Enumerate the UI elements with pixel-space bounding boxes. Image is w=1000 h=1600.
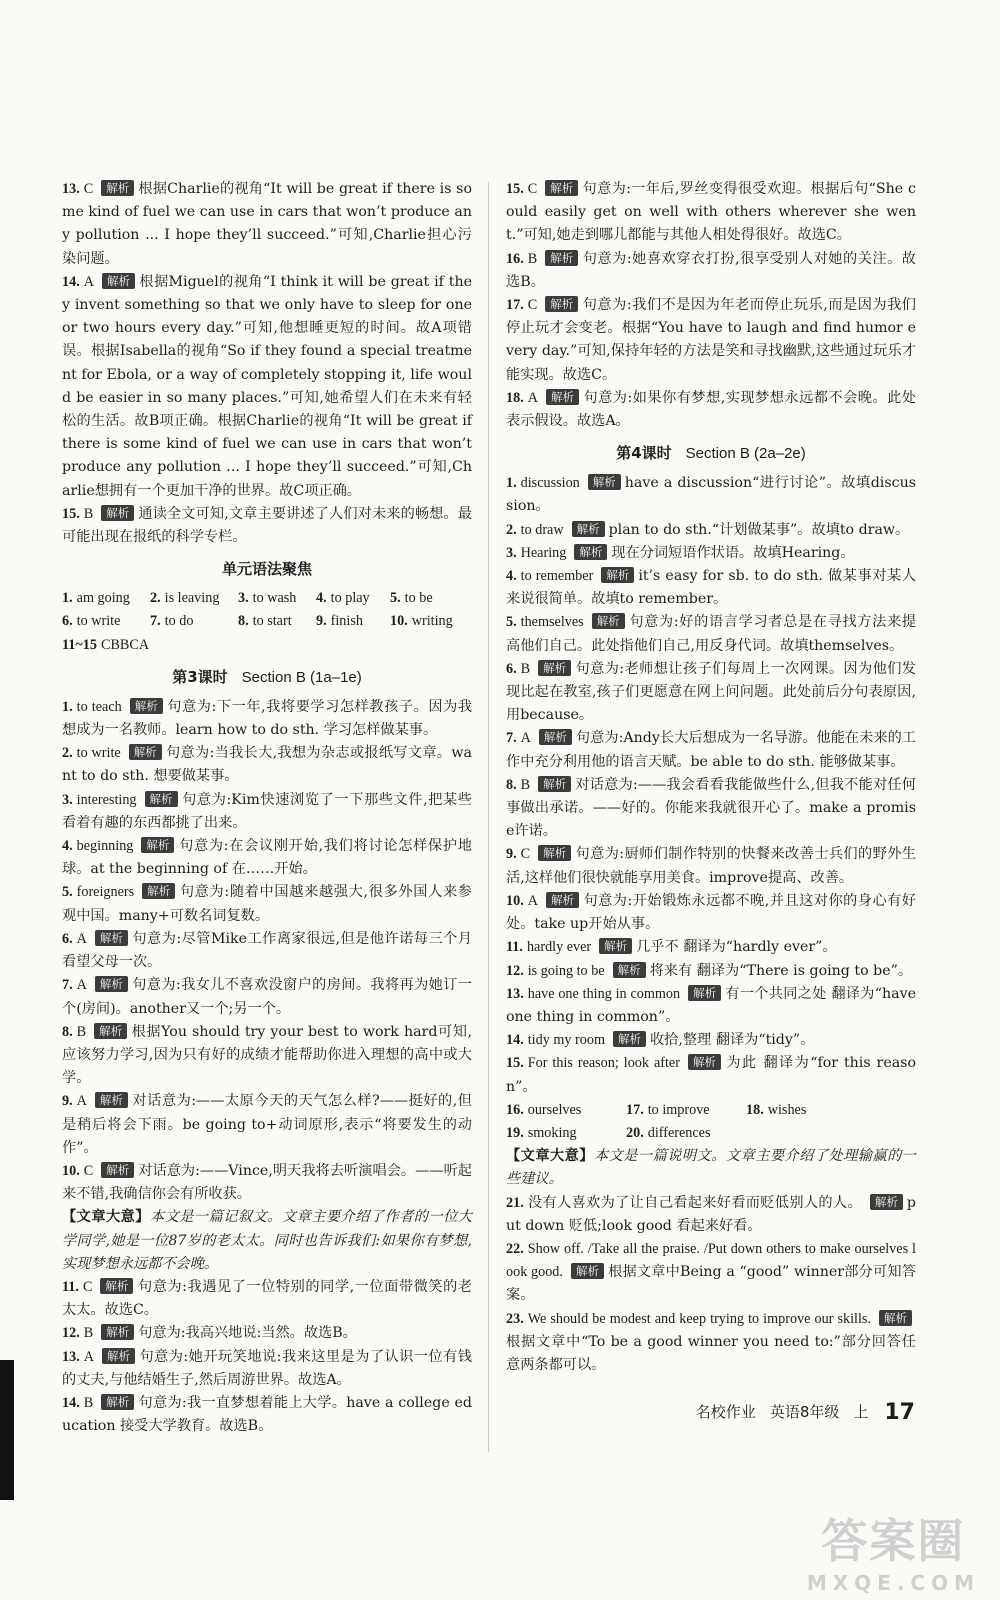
analysis-text: 通读全文可知,文章主要讲述了人们对未来的畅想。最可能出现在报纸的科学专栏。 — [62, 505, 472, 546]
analysis-tag: 解析 — [94, 1023, 127, 1039]
question-number: 11. — [506, 939, 523, 956]
analysis-text: 根据Charlie的视角“It will be great if there is some kind of fuel we can use in cars that won’t produce any pollution ... I hope they’ll succeed.”可知,Charlie担心污染问题。 — [62, 181, 472, 267]
answer-item — [506, 248, 916, 294]
short-answer — [62, 587, 150, 610]
abstract-text: 本文是一篇说明文。文章主要介绍了处理输赢的一些建议。 — [506, 1148, 916, 1188]
left-answers-part1 — [62, 178, 472, 549]
analysis-tag: 解析 — [870, 1194, 903, 1210]
analysis-text: 收拾,整理 翻译为“tidy”。 — [649, 1032, 815, 1049]
answer-value: differences — [647, 1124, 711, 1141]
answer-value: C — [527, 181, 538, 197]
question-number: 17. — [506, 297, 524, 314]
right-answers-part3 — [506, 1192, 916, 1378]
analysis-text: 为此 翻译为“for this reason”。 — [506, 1055, 916, 1095]
analysis-text: have a discussion“进行讨论”。故填discussion。 — [506, 475, 916, 515]
analysis-tag: 解析 — [546, 389, 579, 405]
analysis-tag: 解析 — [688, 1054, 721, 1070]
answer-value: 没有人喜欢为了让自己看起来好看而贬低别人的人。 — [527, 1194, 862, 1211]
analysis-tag: 解析 — [129, 744, 162, 760]
answer-value: C — [520, 846, 531, 863]
question-number: 14. — [62, 1394, 80, 1411]
answer-item — [506, 727, 916, 773]
answer-item — [506, 178, 916, 248]
question-number: 3. — [62, 791, 73, 808]
answer-item — [62, 881, 472, 927]
answer-item — [506, 519, 916, 542]
analysis-text: 根据文章中“To be a good winner you need to:”部分回答任意两条都可以。 — [506, 1333, 916, 1373]
abstract-text: 本文是一篇记叙文。文章主要介绍了作者的一位大学同学,她是一位87岁的老太太。同时也告诉我们:如果你有梦想,实现梦想永远都不会晚。 — [62, 1209, 472, 1272]
analysis-text: 句意为:如果你有梦想,实现梦想永远都不会晚。此处表示假设。故选A。 — [506, 389, 916, 430]
answer-item — [506, 542, 916, 565]
book-spine-shadow — [0, 1360, 14, 1500]
question-number: 6. — [506, 660, 517, 677]
answer-value: A — [76, 930, 87, 947]
analysis-tag: 解析 — [588, 474, 621, 490]
analysis-tag: 解析 — [101, 1394, 134, 1410]
question-number: 23. — [506, 1310, 524, 1327]
question-number: 3. — [238, 590, 249, 607]
answer-item — [506, 1308, 916, 1378]
analysis-text: 句意为:一年后,罗丝变得很受欢迎。根据后句“She could easily get on well with others wherever she went.”可知,她走到哪儿都能与其他人相处得很好。故选C。 — [506, 181, 916, 244]
answer-item — [62, 1322, 472, 1345]
short-answer — [238, 587, 316, 610]
answer-item — [506, 1192, 916, 1238]
question-number: 7. — [506, 730, 517, 747]
left-column — [62, 178, 472, 1438]
answer-item — [506, 960, 916, 983]
answer-value: For this reason; look after — [527, 1055, 680, 1072]
lesson4-section: Section B (2a–2e) — [685, 445, 806, 463]
analysis-tag: 解析 — [572, 521, 605, 537]
question-number: 1. — [62, 698, 73, 715]
answer-value: A — [527, 389, 538, 406]
answer-item — [62, 1346, 472, 1392]
short-answer — [626, 1099, 746, 1122]
analysis-text: 句意为:老师想让孩子们每周上一次网课。因为他们发现比起在教室,孩子们更愿意在网上问问题。此处前后分句表原因,用because。 — [506, 660, 916, 724]
question-number: 10. — [390, 613, 408, 630]
answer-item — [62, 696, 472, 742]
question-number: 4. — [506, 568, 517, 585]
question-number: 17. — [626, 1101, 644, 1118]
analysis-text: it’s easy for sb. to do sth. 做某事对某人来说很简单。故填to remember。 — [506, 568, 916, 608]
analysis-text: 几乎不 翻译为“hardly ever”。 — [636, 939, 837, 956]
answer-item — [62, 789, 472, 835]
analysis-text: 对话意为:——太原今天的天气怎么样?——挺好的,但是稍后将会下雨。be going to+动词原形,表示“将要发生的动作”。 — [62, 1093, 472, 1156]
answer-value: B — [76, 1023, 87, 1040]
question-number: 20. — [626, 1124, 644, 1141]
right-column — [506, 178, 916, 1377]
short-answer — [506, 1122, 626, 1145]
answer-value: A — [83, 1348, 94, 1365]
answer-item — [62, 835, 472, 881]
question-number: 2. — [150, 590, 161, 607]
answer-value: beginning — [76, 838, 134, 855]
question-number: 12. — [506, 962, 524, 979]
analysis-tag: 解析 — [539, 729, 572, 745]
question-number: 8. — [506, 776, 517, 793]
right-answers-part1 — [506, 178, 916, 433]
short-answer — [316, 587, 390, 610]
short-answer — [150, 587, 238, 610]
analysis-tag: 解析 — [95, 930, 128, 946]
analysis-tag: 解析 — [101, 1162, 134, 1178]
analysis-text: plan to do sth.“计划做某事”。故填to draw。 — [608, 521, 910, 538]
question-number: 19. — [506, 1124, 524, 1141]
answer-item — [62, 742, 472, 788]
answer-value: wishes — [767, 1101, 807, 1118]
answer-value: to do — [164, 613, 194, 630]
short-answer — [626, 1122, 916, 1145]
question-number: 11~15 — [62, 636, 97, 653]
analysis-text: put down 贬低;look good 看起来好看。 — [506, 1194, 916, 1234]
answer-item — [506, 658, 916, 728]
analysis-text: 对话意为:——Vince,明天我将去听演唱会。——听起来不错,我确信你会有所收获。 — [62, 1162, 472, 1203]
answer-value: Hearing — [520, 544, 567, 561]
answer-item — [506, 1029, 916, 1052]
short-answer — [390, 587, 472, 610]
analysis-text: 现在分词短语作状语。故填Hearing。 — [611, 544, 855, 561]
question-number: 16. — [506, 250, 524, 267]
left-abstract — [62, 1206, 472, 1276]
analysis-tag: 解析 — [95, 976, 128, 992]
answer-value: have one thing in common — [527, 985, 681, 1002]
analysis-tag: 解析 — [571, 1263, 604, 1279]
analysis-tag: 解析 — [538, 660, 571, 676]
analysis-text: 对话意为:——我会看看我能做些什么,但我不能对任何事做出承诺。——好的。你能来我就很开心了。make a promise许诺。 — [506, 776, 916, 840]
answer-value: B — [83, 1325, 94, 1342]
answer-value: C — [82, 1278, 93, 1295]
answer-value: ourselves — [527, 1101, 582, 1118]
question-number: 10. — [62, 1162, 80, 1179]
question-number: 13. — [62, 1348, 80, 1365]
lesson4-answers — [506, 472, 916, 1098]
question-number: 1. — [506, 475, 517, 492]
lesson3-heading — [62, 665, 472, 690]
question-number: 4. — [62, 838, 73, 855]
answer-value: Show off. /Take all the praise. /Put down others to make ourselves look good. — [506, 1240, 916, 1281]
answer-value: foreigners — [76, 884, 135, 901]
question-number: 14. — [62, 273, 80, 290]
footer-term: 上 — [853, 1403, 869, 1421]
answer-item — [62, 974, 472, 1020]
question-number: 6. — [62, 930, 73, 947]
analysis-tag: 解析 — [545, 296, 578, 312]
answer-value: B — [520, 660, 531, 677]
question-number: 15. — [506, 1055, 524, 1072]
question-number: 5. — [506, 614, 517, 631]
answer-value: to teach — [76, 698, 122, 715]
analysis-text: 句意为:我女儿不喜欢没窗户的房间。我将再为她订一个(房间)。another又一个;另一个。 — [62, 977, 472, 1017]
answer-value: discussion — [520, 475, 580, 492]
page-footer — [682, 1400, 915, 1425]
analysis-text: 句意为:Kim快速浏览了一下那些文件,把某些看着有趣的东西都挑了出来。 — [62, 791, 472, 831]
question-number: 21. — [506, 1194, 524, 1211]
answer-value: interesting — [76, 791, 137, 808]
answer-item — [506, 843, 916, 889]
short-answer — [390, 610, 472, 633]
lesson3-answers — [62, 696, 472, 1206]
question-number: 5. — [390, 590, 401, 607]
answer-value: C — [83, 181, 94, 197]
answer-value: to write — [76, 613, 121, 630]
answer-value: themselves — [520, 614, 584, 631]
answer-item — [62, 503, 472, 549]
right-abstract — [506, 1145, 916, 1191]
analysis-text: 根据You should try your best to work hard可知,应该努力学习,因为只有好的成绩才能帮助你进入理想的高中或大学。 — [62, 1023, 472, 1087]
footer-series: 名校作业 — [695, 1403, 756, 1421]
analysis-tag: 解析 — [101, 505, 134, 521]
answer-value: C — [83, 1162, 94, 1179]
analysis-tag: 解析 — [101, 180, 134, 196]
lesson3-title: 第3课时 — [172, 667, 228, 686]
answer-item — [62, 1021, 472, 1091]
short-answer — [746, 1099, 916, 1122]
answer-value: We should be modest and keep trying to improve our skills. — [527, 1310, 871, 1327]
abstract-label: 【文章大意】 — [506, 1148, 594, 1165]
question-number: 6. — [62, 613, 73, 630]
question-number: 14. — [506, 1032, 524, 1049]
question-number: 5. — [62, 884, 73, 901]
answer-item — [506, 472, 916, 518]
analysis-text: 根据文章中Being a “good” winner部分可知答案。 — [506, 1264, 916, 1304]
answer-item — [506, 1238, 916, 1308]
answer-value: writing — [411, 613, 453, 630]
question-number: 8. — [238, 613, 249, 630]
footer-subject: 英语8年级 — [769, 1403, 840, 1421]
analysis-text: 句意为:我一直梦想着能上大学。have a college education 接受大学教育。故选B。 — [62, 1394, 472, 1435]
watermark-logo-text: 答案圈 — [821, 1514, 966, 1568]
site-watermark — [807, 1505, 980, 1595]
answer-item — [506, 774, 916, 844]
answer-value: B — [520, 776, 531, 793]
answer-value: A — [520, 730, 531, 747]
analysis-text: 有一个共同之处 翻译为“have one thing in common”。 — [506, 985, 916, 1025]
question-number: 3. — [506, 544, 517, 561]
answer-item — [506, 936, 916, 959]
answer-value: is leaving — [164, 590, 220, 607]
analysis-tag: 解析 — [102, 273, 135, 289]
fill-answers — [506, 1099, 916, 1145]
answer-value: A — [76, 1093, 87, 1110]
analysis-tag: 解析 — [538, 776, 571, 792]
analysis-tag: 解析 — [574, 544, 607, 560]
answer-value: smoking — [527, 1124, 577, 1141]
analysis-tag: 解析 — [613, 962, 646, 978]
answer-item — [506, 890, 916, 936]
analysis-tag: 解析 — [145, 791, 178, 807]
question-number: 18. — [506, 389, 524, 406]
question-number: 16. — [506, 1101, 524, 1118]
answer-value: to write — [76, 745, 121, 762]
answer-value: B — [83, 505, 94, 522]
answer-item — [62, 1276, 472, 1322]
analysis-tag: 解析 — [599, 938, 632, 954]
question-number: 7. — [62, 977, 73, 994]
page-number: 17 — [884, 1400, 915, 1425]
analysis-text: 句意为:下一年,我将要学习怎样教孩子。因为我想成为一名教师。learn how to do sth. 学习怎样做某事。 — [62, 698, 473, 739]
question-number: 11. — [62, 1278, 79, 1295]
analysis-tag: 解析 — [613, 1031, 646, 1047]
answer-value: A — [527, 892, 538, 909]
answer-value: finish — [330, 613, 363, 630]
answer-value: C — [527, 297, 538, 314]
analysis-text: 句意为:当我长大,我想为杂志或报纸写文章。want to do sth. 想要做某事。 — [62, 745, 472, 785]
analysis-tag: 解析 — [101, 1324, 134, 1340]
analysis-text: 句意为:我遇见了一位特别的同学,一位面带微笑的老太太。故选C。 — [62, 1278, 472, 1319]
answer-item — [62, 271, 472, 503]
analysis-text: 句意为:我们不是因为年老而停止玩乐,而是因为我们停止玩才会变老。根据“You have to laugh and find humor every day.”可知,保持年轻的方法是笑和寻找幽默,这些通过玩乐才能实现。故选C。 — [506, 297, 916, 383]
analysis-text: 句意为:在会议刚开始,我们将讨论怎样保护地球。at the beginning of 在……开始。 — [62, 838, 472, 878]
answer-value: A — [76, 977, 87, 994]
analysis-tag: 解析 — [879, 1310, 912, 1326]
question-number: 9. — [62, 1093, 73, 1110]
analysis-tag: 解析 — [102, 1348, 135, 1364]
answer-item — [506, 387, 916, 433]
question-number: 10. — [506, 892, 524, 909]
question-number: 15. — [506, 181, 524, 197]
answer-item — [506, 565, 916, 611]
analysis-text: 句意为:开始锻炼永远都不晚,并且这对你的身心有好处。take up开始从事。 — [506, 892, 916, 933]
analysis-tag: 解析 — [688, 985, 721, 1001]
analysis-tag: 解析 — [141, 837, 174, 853]
column-divider — [488, 182, 489, 1452]
question-number: 13. — [62, 181, 80, 197]
answer-value: to improve — [647, 1101, 710, 1118]
question-number: 1. — [62, 590, 73, 607]
answer-value: to play — [330, 590, 370, 607]
short-answer — [62, 610, 150, 633]
question-number: 7. — [150, 613, 161, 630]
answer-value: am going — [76, 590, 130, 607]
abstract-label: 【文章大意】 — [62, 1209, 150, 1226]
answer-value: A — [83, 273, 94, 290]
lesson3-section: Section B (1a–1e) — [241, 668, 362, 686]
question-number: 9. — [316, 613, 327, 630]
answer-item — [62, 1090, 472, 1160]
question-number: 4. — [316, 590, 327, 607]
answer-item — [62, 178, 472, 271]
answer-value: to draw — [520, 521, 564, 538]
answer-item — [506, 294, 916, 387]
question-number: 15. — [62, 505, 80, 522]
analysis-tag: 解析 — [546, 892, 579, 908]
analysis-tag: 解析 — [130, 698, 163, 714]
lesson4-heading — [506, 441, 916, 466]
answer-value: to be — [404, 590, 433, 607]
short-answer — [506, 1099, 626, 1122]
analysis-text: 句意为:我高兴地说:当然。故选B。 — [138, 1325, 357, 1342]
analysis-tag: 解析 — [100, 1278, 133, 1294]
analysis-text: 句意为:厨师们制作特别的快餐来改善士兵们的野外生活,这样他们很快就能享用美食。improve提高、改善。 — [506, 846, 916, 886]
answer-value: tidy my room — [527, 1032, 605, 1049]
analysis-tag: 解析 — [545, 250, 578, 266]
answer-item — [62, 1160, 472, 1206]
answer-value: to remember — [520, 568, 594, 585]
analysis-text: 句意为:Andy长大后想成为一名导游。他能在未来的工作中充分利用他的语言天赋。be able to do sth. 能够做某事。 — [506, 730, 916, 770]
analysis-tag: 解析 — [95, 1092, 128, 1108]
analysis-text: 句意为:随着中国越来越强大,很多外国人来参观中国。many+可数名词复数。 — [62, 884, 472, 924]
answer-value: is going to be — [527, 962, 605, 979]
short-answer — [150, 610, 238, 633]
answer-value: hardly ever — [526, 939, 592, 956]
question-number: 2. — [506, 521, 517, 538]
answer-value: B — [83, 1394, 94, 1411]
short-answer — [316, 610, 390, 633]
question-number: 13. — [506, 985, 524, 1002]
analysis-text: 句意为:她喜欢穿衣打扮,很享受别人对她的关注。故选B。 — [506, 250, 916, 290]
analysis-tag: 解析 — [601, 567, 634, 583]
analysis-tag: 解析 — [545, 180, 578, 196]
question-number: 18. — [746, 1101, 764, 1118]
answer-item — [506, 983, 916, 1029]
answer-value: to start — [252, 613, 292, 630]
answer-value: to wash — [252, 590, 297, 607]
question-number: 8. — [62, 1023, 73, 1040]
question-number: 9. — [506, 846, 517, 863]
analysis-text: 句意为:好的语言学习者总是在寻找方法来提高他们自己。此处指他们自己,用反身代词。故填themselves。 — [506, 614, 916, 654]
analysis-tag: 解析 — [538, 845, 571, 861]
answer-item — [506, 1052, 916, 1098]
answer-value: CBBCA — [100, 636, 150, 653]
short-answer — [62, 634, 472, 657]
analysis-text: 句意为:她开玩笑地说:我来这里是为了认识一位有钱的丈夫,与他结婚生子,然后周游世界。故选A。 — [62, 1348, 472, 1388]
analysis-text: 根据Miguel的视角“I think it will be great if they invent something so that we only have to sleep for one or two hours every day.”可知,他想睡更短的时间。故A项错误。根据Isabella的视角“So if they found a special treatment for Ebola, or a way of completely stopping it, life would be easier in so many places.”可知,她希望人们在未来有轻松的生活。故B项正确。根据Charlie的视角“It will be great if there is some kind of fuel we can use in cars that won’t produce any pollution ... I hope they’ll succeed.”可知,Charlie想拥有一个更加干净的世界。故C项正确。 — [62, 273, 472, 499]
grammar-heading: 单元语法聚焦 — [221, 560, 312, 579]
analysis-tag: 解析 — [142, 883, 175, 899]
question-number: 22. — [506, 1240, 524, 1257]
answer-item — [62, 1392, 472, 1438]
analysis-tag: 解析 — [592, 613, 625, 629]
analysis-text: 将来有 翻译为“There is going to be”。 — [649, 962, 913, 979]
question-number: 2. — [62, 745, 73, 762]
analysis-text: 句意为:尽管Mike工作离家很远,但是他许诺每三个月看望父母一次。 — [62, 930, 472, 971]
grammar-answers — [62, 587, 472, 657]
short-answer — [238, 610, 316, 633]
left-answers-part3 — [62, 1276, 472, 1438]
answer-item — [62, 928, 472, 974]
answer-value: B — [527, 250, 538, 267]
answer-item — [506, 611, 916, 657]
lesson4-title: 第4课时 — [616, 444, 672, 463]
watermark-url: MXQE.COM — [806, 1571, 980, 1595]
question-number: 12. — [62, 1325, 80, 1342]
